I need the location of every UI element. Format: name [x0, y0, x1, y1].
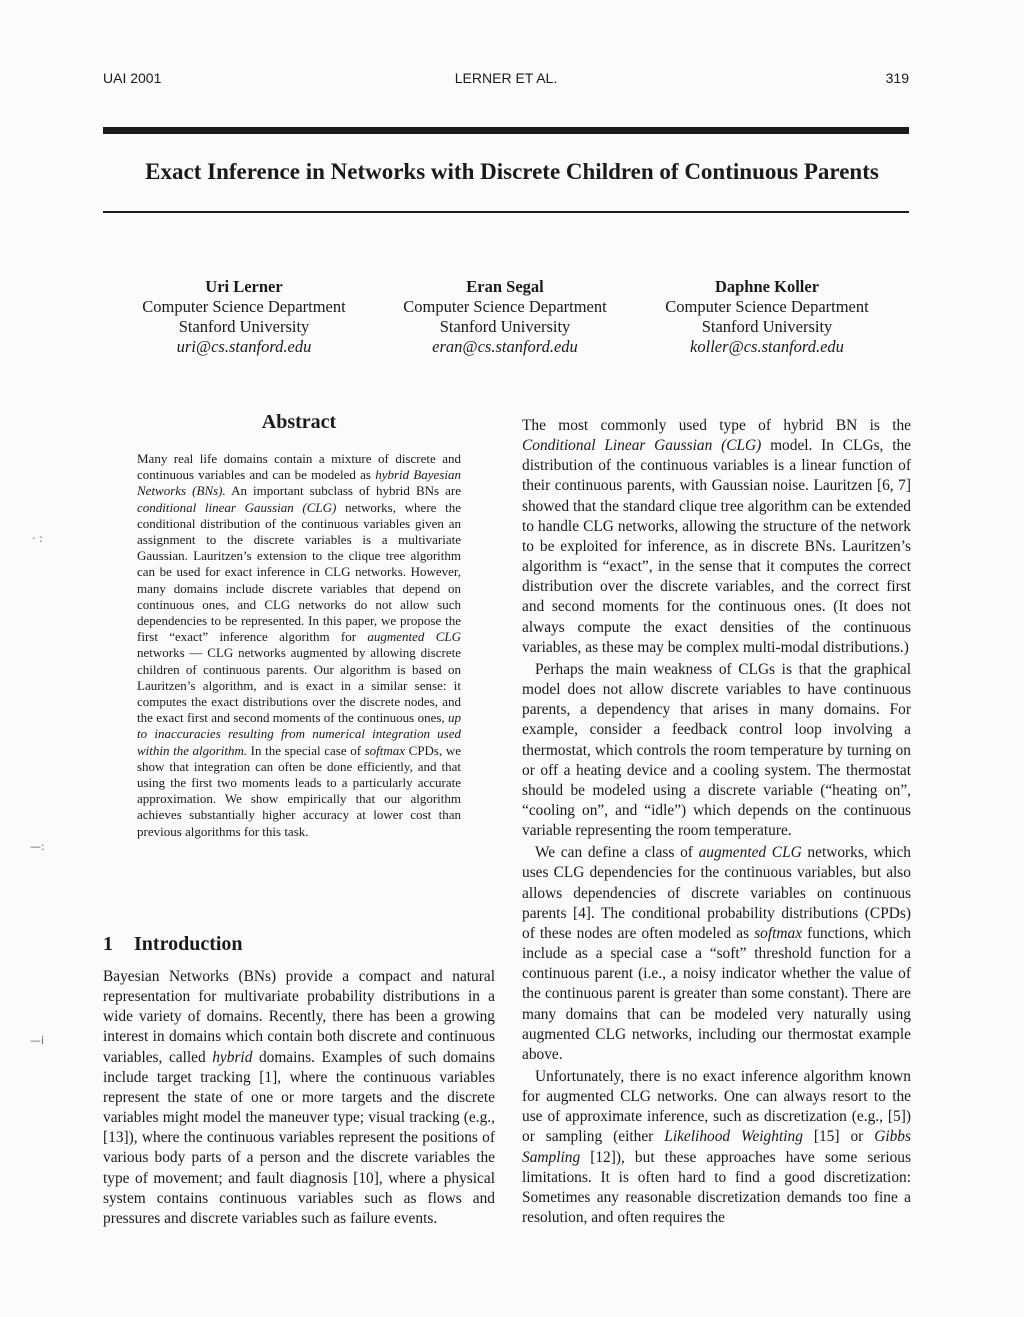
- author-block: [114, 277, 374, 357]
- author-name: Uri Lerner: [205, 277, 283, 296]
- intro-right-column: [522, 416, 911, 1228]
- page-number: 319: [885, 70, 909, 86]
- section-heading: [103, 933, 495, 956]
- paper-title: Exact Inference in Networks with Discrete Children of Continuous Parents: [145, 159, 879, 184]
- scan-margin-mark: · :: [32, 532, 43, 545]
- title-rule-bottom: [103, 211, 909, 213]
- paragraph: Unfortunately, there is no exact inference algorithm known for augmented CLG networks. One can always resort to the use of approximate inference, such as discretization (e.g., [5]) or sampling (either Likelihood Weighting [15] or Gibbs Sampling [12]), but these approaches have some serious limitations. It is often hard to find a good discretization: Sometimes any reasonable discretization demands too fine a resolution, and often requires the: [522, 1068, 911, 1227]
- paragraph: Bayesian Networks (BNs) provide a compact and natural representation for multivariate probability distributions in a wide variety of domains. Recently, there has been a growing interest in domains which contain both discrete and continuous variables, called hybrid domains. Examples of such domains include target tracking [1], where the continuous variables represent the state of one or more targets and the discrete variables might model the maneuver type; visual tracking (e.g., [13]), where the continuous variables represent the positions of various body parts of a person and the discrete variables the type of movement; and fault diagnosis [10], where a physical system contains continuous variables such as flows and pressures and discrete variables such as failure events.: [103, 968, 495, 1227]
- author-name: Eran Segal: [466, 277, 544, 296]
- author-dept: Computer Science Department: [665, 297, 869, 316]
- author-block: [637, 277, 897, 357]
- abstract-text: Many real life domains contain a mixture of discrete and continuous variables and can be modeled as hybrid Bayesian Networks (BNs). An important subclass of hybrid BNs are conditional linear Gaussian (CLG) networks, where the conditional distribution of the continuous variables given an assignment to the discrete variables is a multivariate Gaussian. Lauritzen’s extension to the clique tree algorithm can be used for exact inference in CLG networks. However, many domains include discrete variables that depend on continuous ones, and CLG networks do not allow such dependencies to be represented. In this paper, we propose the first “exact” inference algorithm for augmented CLG networks — CLG networks augmented by allowing discrete children of continuous parents. Our algorithm is based on Lauritzen’s algorithm, and is exact in a similar sense: it computes the exact distributions over the discrete nodes, and the exact first and second moments of the continuous ones, up to inaccuracies resulting from numerical integration used within the algorithm. In the special case of softmax CPDs, we show that integration can often be done efficiently, and that using the first two moments leads to a particularly accurate approximation. We show empirically that our algorithm achieves substantially higher accuracy at lower cost than previous algorithms for this task.: [137, 451, 461, 839]
- running-authors: LERNER ET AL.: [454, 70, 558, 86]
- author-univ: Stanford University: [439, 317, 571, 336]
- author-email: koller@cs.stanford.edu: [690, 337, 844, 356]
- title-rule-top: [103, 127, 909, 134]
- paragraph: We can define a class of augmented CLG networks, which uses CLG dependencies for the continuous variables, but also allows dependencies of discrete variables on continuous parents [4]. The conditional probability distributions (CPDs) of these nodes are often modeled as softmax functions, which include as a special case a “soft” threshold function for a continuous parent (i.e., a noisy indicator whether the value of the continuous parent is greater than some constant). There are many domains that can be modeled very naturally using augmented CLG networks, including our thermostat example above.: [522, 844, 911, 1063]
- author-block: [375, 277, 635, 357]
- running-header: [103, 70, 909, 90]
- author-dept: Computer Science Department: [142, 297, 346, 316]
- author-email: uri@cs.stanford.edu: [176, 337, 312, 356]
- venue-label: UAI 2001: [103, 70, 162, 86]
- author-dept: Computer Science Department: [403, 297, 607, 316]
- author-univ: Stanford University: [178, 317, 310, 336]
- paragraph: The most commonly used type of hybrid BN is the Conditional Linear Gaussian (CLG) model. In CLGs, the distribution of the continuous variables is a linear function of their continuous parents, with Gaussian noise. Lauritzen [6, 7] showed that the standard clique tree algorithm can be extended to handle CLG networks, allowing the structure of the network to be exploited for inference, as in discrete BNs. Lauritzen’s algorithm is “exact”, in the sense that it computes the correct distribution over the discrete variables, and the correct first and second moments for the continuous ones. (It does not always compute the exact densities of the continuous variables, as these may be complex multi-modal distributions.): [522, 417, 911, 656]
- author-email: eran@cs.stanford.edu: [432, 337, 578, 356]
- author-name: Daphne Koller: [714, 277, 820, 296]
- section-title: Introduction: [134, 933, 243, 955]
- author-univ: Stanford University: [701, 317, 833, 336]
- scan-margin-mark: —:: [30, 840, 45, 853]
- paragraph: Perhaps the main weakness of CLGs is that the graphical model does not allow discrete variables to have continuous parents, a dependency that arises in many domains. For example, consider a feedback control loop involving a thermostat, which controls the room temperature by turning on or off a heating device and a cooling system. The thermostat should be modeled using a discrete variable (“heating on”, “cooling on”, and “idle”) which depends on the continuous variable representing the room temperature.: [522, 660, 911, 840]
- section-number: 1: [103, 933, 113, 955]
- intro-left-column: [103, 967, 495, 1229]
- scan-margin-mark: —i: [30, 1034, 45, 1047]
- abstract-heading: Abstract: [261, 411, 337, 433]
